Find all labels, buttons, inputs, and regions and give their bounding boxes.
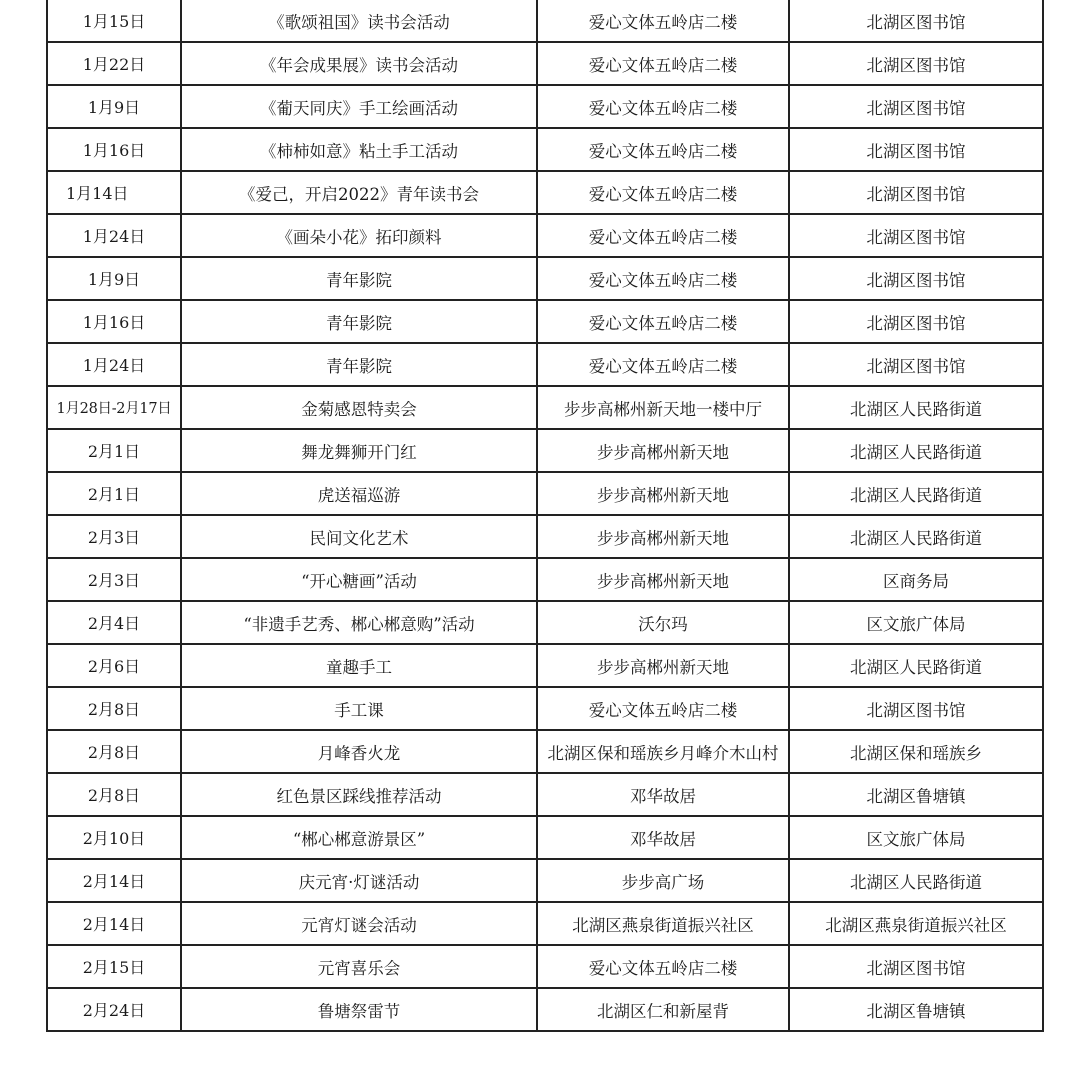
organizer-cell: 北湖区图书馆 [789, 85, 1043, 128]
venue-cell: 爱心文体五岭店二楼 [537, 214, 789, 257]
table-row [47, 257, 1043, 300]
venue-cell: 北湖区仁和新屋背 [537, 988, 789, 1031]
venue-cell: 北湖区保和瑶族乡月峰介木山村 [537, 730, 789, 773]
event-cell: 《画朵小花》拓印颜料 [181, 214, 537, 257]
event-cell: 青年影院 [181, 343, 537, 386]
event-cell: “郴心郴意游景区” [181, 816, 537, 859]
table-row [47, 859, 1043, 902]
event-cell: 《年会成果展》读书会活动 [181, 42, 537, 85]
table-row [47, 0, 1043, 42]
venue-cell: 爱心文体五岭店二楼 [537, 128, 789, 171]
event-cell: 月峰香火龙 [181, 730, 537, 773]
table-row [47, 773, 1043, 816]
event-cell: 《柿柿如意》粘土手工活动 [181, 128, 537, 171]
date-cell: 2月6日 [47, 644, 181, 687]
event-cell: 民间文化艺术 [181, 515, 537, 558]
table-row [47, 730, 1043, 773]
organizer-cell: 北湖区图书馆 [789, 214, 1043, 257]
venue-cell: 爱心文体五岭店二楼 [537, 945, 789, 988]
date-cell: 1月9日 [47, 257, 181, 300]
date-cell: 2月10日 [47, 816, 181, 859]
date-cell: 1月22日 [47, 42, 181, 85]
organizer-cell: 区文旅广体局 [789, 816, 1043, 859]
venue-cell: 步步高郴州新天地 [537, 644, 789, 687]
organizer-cell: 北湖区保和瑶族乡 [789, 730, 1043, 773]
venue-cell: 爱心文体五岭店二楼 [537, 85, 789, 128]
venue-cell: 邓华故居 [537, 816, 789, 859]
event-cell: 虎送福巡游 [181, 472, 537, 515]
organizer-cell: 区商务局 [789, 558, 1043, 601]
event-cell: 童趣手工 [181, 644, 537, 687]
organizer-cell: 北湖区燕泉街道振兴社区 [789, 902, 1043, 945]
event-cell: 金菊感恩特卖会 [181, 386, 537, 429]
organizer-cell: 北湖区图书馆 [789, 128, 1043, 171]
organizer-cell: 北湖区人民路街道 [789, 472, 1043, 515]
date-cell: 2月8日 [47, 773, 181, 816]
schedule-table-container [46, 0, 1042, 1032]
date-cell: 1月24日 [47, 343, 181, 386]
date-cell: 2月8日 [47, 730, 181, 773]
organizer-cell: 北湖区图书馆 [789, 0, 1043, 42]
organizer-cell: 区文旅广体局 [789, 601, 1043, 644]
organizer-cell: 北湖区人民路街道 [789, 515, 1043, 558]
venue-cell: 邓华故居 [537, 773, 789, 816]
table-row [47, 171, 1043, 214]
date-cell: 2月1日 [47, 472, 181, 515]
event-cell: 鲁塘祭雷节 [181, 988, 537, 1031]
venue-cell: 沃尔玛 [537, 601, 789, 644]
table-row [47, 42, 1043, 85]
organizer-cell: 北湖区人民路街道 [789, 429, 1043, 472]
date-cell: 2月14日 [47, 859, 181, 902]
event-cell: 元宵喜乐会 [181, 945, 537, 988]
date-cell: 1月14日 [47, 171, 181, 214]
event-cell: 青年影院 [181, 300, 537, 343]
table-row [47, 687, 1043, 730]
table-row [47, 601, 1043, 644]
table-row [47, 515, 1043, 558]
date-cell: 1月9日 [47, 85, 181, 128]
venue-cell: 步步高郴州新天地一楼中厅 [537, 386, 789, 429]
table-row [47, 558, 1043, 601]
organizer-cell: 北湖区图书馆 [789, 343, 1043, 386]
event-cell: 舞龙舞狮开门红 [181, 429, 537, 472]
venue-cell: 爱心文体五岭店二楼 [537, 171, 789, 214]
venue-cell: 步步高广场 [537, 859, 789, 902]
organizer-cell: 北湖区人民路街道 [789, 386, 1043, 429]
table-row [47, 902, 1043, 945]
event-schedule-table [46, 0, 1044, 1032]
event-cell: 红色景区踩线推荐活动 [181, 773, 537, 816]
venue-cell: 步步高郴州新天地 [537, 429, 789, 472]
date-cell: 2月24日 [47, 988, 181, 1031]
date-cell: 2月15日 [47, 945, 181, 988]
organizer-cell: 北湖区鲁塘镇 [789, 988, 1043, 1031]
venue-cell: 爱心文体五岭店二楼 [537, 257, 789, 300]
date-cell: 1月28日-2月17日 [47, 386, 181, 429]
date-cell: 2月14日 [47, 902, 181, 945]
venue-cell: 爱心文体五岭店二楼 [537, 343, 789, 386]
table-row [47, 386, 1043, 429]
organizer-cell: 北湖区图书馆 [789, 257, 1043, 300]
event-cell: 《爱己，开启2022》青年读书会 [181, 171, 537, 214]
table-row [47, 343, 1043, 386]
table-row [47, 945, 1043, 988]
date-cell: 2月8日 [47, 687, 181, 730]
organizer-cell: 北湖区人民路街道 [789, 644, 1043, 687]
date-cell: 2月1日 [47, 429, 181, 472]
table-row [47, 988, 1043, 1031]
table-row [47, 816, 1043, 859]
venue-cell: 爱心文体五岭店二楼 [537, 300, 789, 343]
organizer-cell: 北湖区图书馆 [789, 300, 1043, 343]
schedule-rows [47, 0, 1043, 1031]
event-cell: 元宵灯谜会活动 [181, 902, 537, 945]
event-cell: “开心糖画”活动 [181, 558, 537, 601]
date-cell: 2月4日 [47, 601, 181, 644]
date-cell: 1月24日 [47, 214, 181, 257]
event-cell: 庆元宵·灯谜活动 [181, 859, 537, 902]
event-cell: “非遗手艺秀、郴心郴意购”活动 [181, 601, 537, 644]
event-cell: 青年影院 [181, 257, 537, 300]
date-cell: 1月15日 [47, 0, 181, 42]
date-cell: 1月16日 [47, 128, 181, 171]
event-cell: 《葡天同庆》手工绘画活动 [181, 85, 537, 128]
venue-cell: 爱心文体五岭店二楼 [537, 42, 789, 85]
venue-cell: 步步高郴州新天地 [537, 515, 789, 558]
event-cell: 《歌颂祖国》读书会活动 [181, 0, 537, 42]
venue-cell: 爱心文体五岭店二楼 [537, 0, 789, 42]
date-cell: 2月3日 [47, 515, 181, 558]
organizer-cell: 北湖区图书馆 [789, 945, 1043, 988]
event-cell: 手工课 [181, 687, 537, 730]
table-row [47, 85, 1043, 128]
table-row [47, 214, 1043, 257]
table-row [47, 300, 1043, 343]
date-cell: 2月3日 [47, 558, 181, 601]
venue-cell: 北湖区燕泉街道振兴社区 [537, 902, 789, 945]
organizer-cell: 北湖区鲁塘镇 [789, 773, 1043, 816]
date-cell: 1月16日 [47, 300, 181, 343]
table-row [47, 644, 1043, 687]
table-row [47, 472, 1043, 515]
venue-cell: 步步高郴州新天地 [537, 558, 789, 601]
organizer-cell: 北湖区图书馆 [789, 687, 1043, 730]
venue-cell: 步步高郴州新天地 [537, 472, 789, 515]
venue-cell: 爱心文体五岭店二楼 [537, 687, 789, 730]
organizer-cell: 北湖区人民路街道 [789, 859, 1043, 902]
organizer-cell: 北湖区图书馆 [789, 42, 1043, 85]
table-row [47, 429, 1043, 472]
table-row [47, 128, 1043, 171]
organizer-cell: 北湖区图书馆 [789, 171, 1043, 214]
